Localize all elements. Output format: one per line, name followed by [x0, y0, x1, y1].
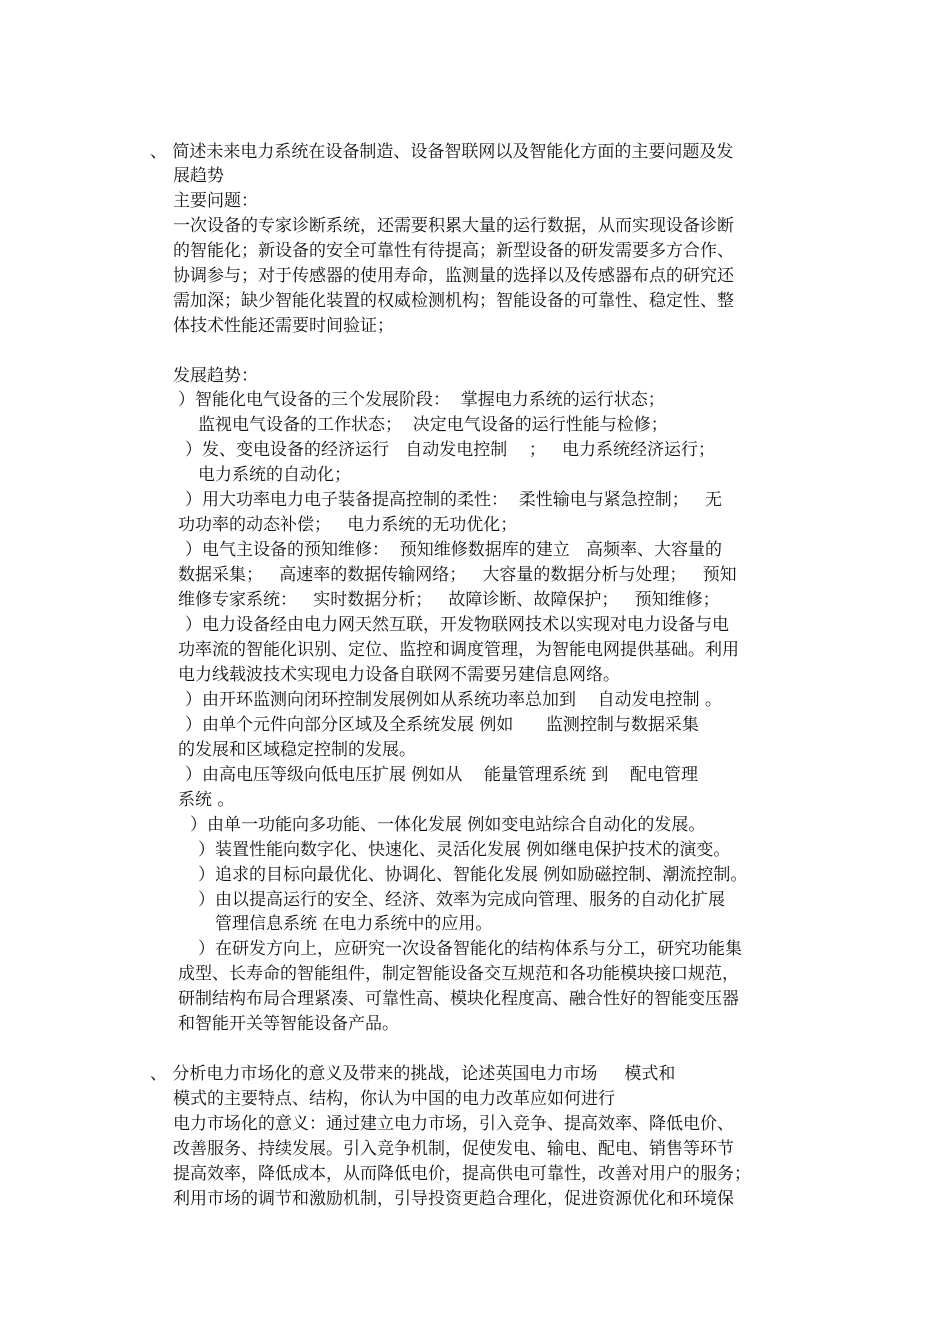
trends-line: ）装置性能向数字化、快速化、灵活化发展 例如继电保护技术的演变。 [198, 840, 731, 860]
trends-line: ）由单一功能向多功能、一体化发展 例如变电站综合自动化的发展。 [190, 815, 706, 835]
trends-line: ）发、变电设备的经济运行 自动发电控制 ； 电力系统经济运行； [185, 440, 716, 460]
q2-body-line: 利用市场的调节和激励机制，引导投资更趋合理化，促进资源优化和环境保 [173, 1189, 734, 1209]
trends-line: 和智能开关等智能设备产品。 [178, 1014, 399, 1034]
trends-line: ）用大功率电力电子装备提高控制的柔性： 柔性输电与紧急控制； 无 [185, 490, 723, 510]
trends-line: ）在研发方向上，应研究一次设备智能化的结构体系与分工，研究功能集 [198, 939, 742, 959]
problems-line: 的智能化；新设备的安全可靠性有待提高；新型设备的研发需要多方合作、 [173, 241, 734, 261]
trends-line: 电力系统的自动化； [198, 465, 351, 485]
trends-line: 研制结构布局合理紧凑、可靠性高、模块化程度高、融合性好的智能变压器 [178, 989, 739, 1009]
problems-line: 协调参与；对于传感器的使用寿命，监测量的选择以及传感器布点的研究还 [173, 266, 734, 286]
trends-line: 功率流的智能化识别、定位、监控和调度管理，为智能电网提供基础。利用 [178, 640, 739, 660]
q2-body-line: 提高效率，降低成本，从而降低电价，提高供电可靠性，改善对用户的服务； [173, 1164, 751, 1184]
trends-line: ）由以提高运行的安全、经济、效率为完成向管理、服务的自动化扩展 [198, 890, 725, 910]
trends-line: 功功率的动态补偿； 电力系统的无功优化； [178, 515, 518, 535]
problems-heading: 主要问题： [173, 191, 258, 211]
problems-line: 需加深；缺少智能化装置的权威检测机构；智能设备的可靠性、稳定性、整 [173, 291, 734, 311]
trends-line: ）由单个元件向部分区域及全系统发展 例如 监测控制与数据采集 [185, 715, 699, 735]
q1-title-line-1: 、 简述未来电力系统在设备制造、设备智联网以及智能化方面的主要问题及发 [150, 142, 734, 162]
trends-line: ）电力设备经由电力网天然互联，开发物联网技术以实现对电力设备与电 [185, 615, 729, 635]
trends-line: ）追求的目标向最优化、协调化、智能化发展 例如励磁控制、潮流控制。 [198, 865, 748, 885]
trends-line: 数据采集； 高速率的数据传输网络； 大容量的数据分析与处理； 预知 [178, 565, 737, 585]
q2-body-line: 电力市场化的意义：通过建立电力市场，引入竞争、提高效率、降低电价、 [173, 1114, 734, 1134]
trends-line: 维修专家系统： 实时数据分析； 故障诊断、故障保护； 预知维修； [178, 590, 720, 610]
trends-line: 成型、长寿命的智能组件，制定智能设备交互规范和各功能模块接口规范， [178, 964, 739, 984]
trends-line: ）智能化电气设备的三个发展阶段： 掌握电力系统的运行状态； [178, 390, 665, 410]
trends-line: 的发展和区域稳定控制的发展。 [178, 740, 416, 760]
trends-line: ）由高电压等级向低电压扩展 例如从 能量管理系统 到 配电管理 [185, 765, 699, 785]
trends-heading: 发展趋势： [173, 366, 258, 386]
trends-line: ）由开环监测向闭环控制发展例如从系统功率总加到 自动发电控制 。 [185, 690, 723, 710]
trends-line: 电力线载波技术实现电力设备自联网不需要另建信息网络。 [178, 665, 620, 685]
q1-title-line-2: 展趋势 [173, 166, 224, 186]
trends-line: ）电气主设备的预知维修： 预知维修数据库的建立 高频率、大容量的 [185, 540, 723, 560]
problems-line: 一次设备的专家诊断系统，还需要积累大量的运行数据，从而实现设备诊断 [173, 216, 734, 236]
trends-line: 监视电气设备的工作状态； 决定电气设备的运行性能与检修； [198, 415, 668, 435]
trends-line: 管理信息系统 在电力系统中的应用。 [215, 914, 493, 934]
q2-title-line-2: 模式的主要特点、结构，你认为中国的电力改革应如何进行 [173, 1089, 615, 1109]
problems-line: 体技术性能还需要时间验证； [173, 316, 394, 336]
q2-title-line-1: 、 分析电力市场化的意义及带来的挑战，论述英国电力市场 模式和 [150, 1064, 676, 1084]
trends-line: 系统 。 [178, 790, 235, 810]
q2-body-line: 改善服务、持续发展。引入竞争机制，促使发电、输电、配电、销售等环节 [173, 1139, 734, 1159]
